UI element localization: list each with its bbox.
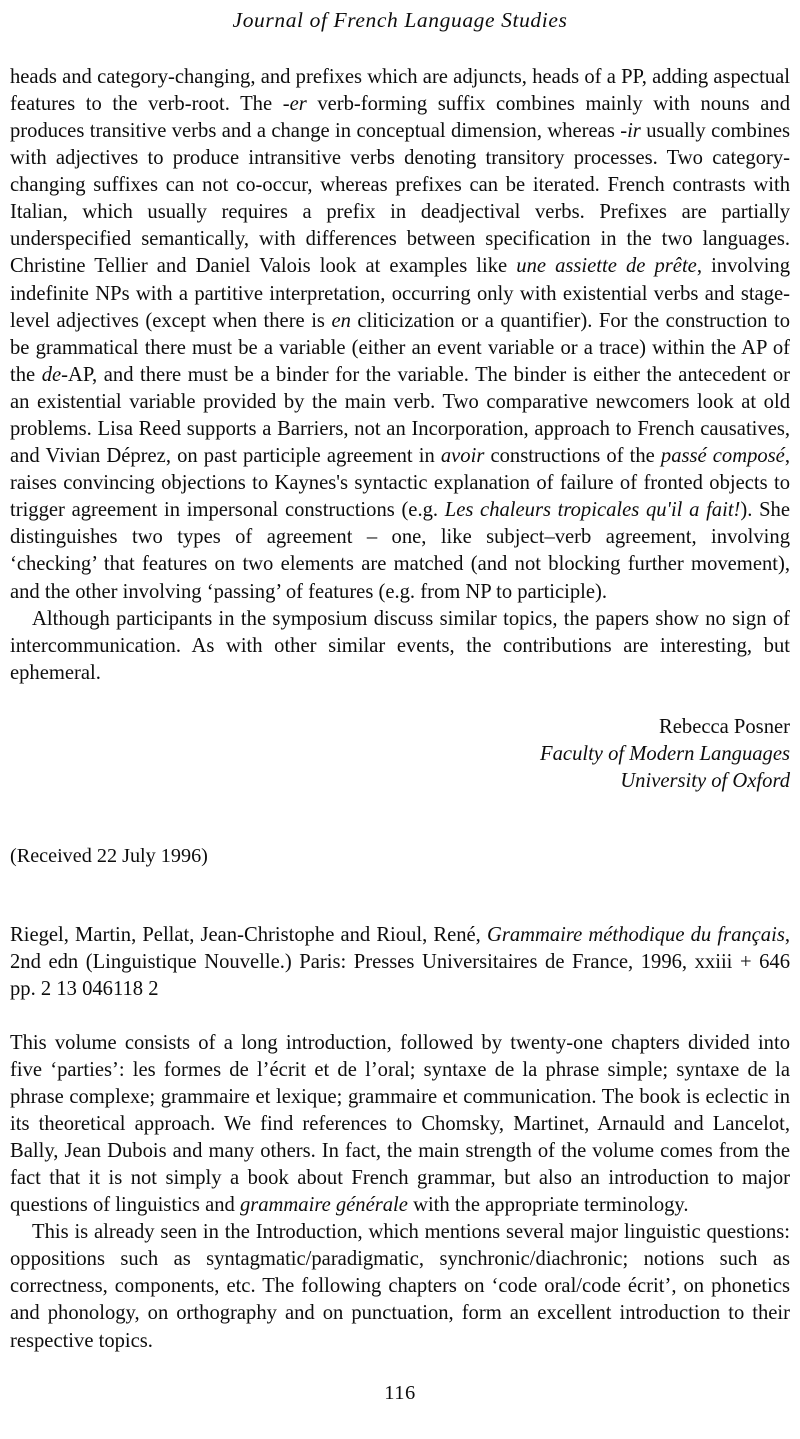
reviewer-affiliation-line-2: University of Oxford [620,770,790,793]
running-head: Journal of French Language Studies [232,8,568,32]
emphasis-span: -er [282,92,307,115]
emphasis-span: passé composé [660,445,785,468]
page-number: 116 [384,1382,416,1404]
emphasis-span: Les chaleurs tropicales qu'il a fait! [444,499,741,522]
emphasis-span: en [331,309,351,332]
volume-overview: This volume consists of a long introduction, followed by twenty-one chapters divided into five ‘parties’: les formes de l’écrit et de l’oral; syntaxe de la phrase simple; syntaxe de la phrase complexe; grammaire et lexique; grammaire et communication. The book is eclectic in its theoretical approach. We find references to Chomsky, Martinet, Arnauld and Lancelot, Bally, Jean Dubois and many others. In fact, the main strength of the volume comes from the fact that it is not simply a book about French grammar, but also an introduction to major questions of linguistics and grammaire générale with the appropriate terminology. [10,1031,790,1217]
reviewer-name: Rebecca Posner [659,715,790,738]
introduction-paragraph: This is already seen in the Introduction, which mentions several major linguistic questions: oppositions such as syntagmatic/paradigmatic, synchronic/diachronic; notions such as correctness, components, etc. The following chapters on ‘code oral/code écrit’, on phonetics and phonology, on orthography and on punctuation, form an excellent introduction to their respective topics. [10,1221,790,1352]
emphasis-span: Grammaire méthodique du français [486,924,785,947]
emphasis-span: -ir [620,119,641,142]
received-date-note: (Received 22 July 1996) [10,845,208,868]
review-one-paragraphs [10,64,790,687]
emphasis-span: une assiette de prête [516,255,697,278]
emphasis-span: avoir [440,445,485,468]
review-one-body [10,64,790,870]
review-one-signature [10,714,790,795]
continued-paragraph: heads and category-changing, and prefixes which are adjuncts, heads of a PP, adding aspectual features to the verb-root. The -er verb-forming suffix combines mainly with nouns and produces transitive verbs and a change in conceptual dimension, whereas -ir usually combines with adjectives to produce intransitive verbs denoting transitory processes. Two category-changing suffixes can not co-occur, whereas prefixes can be iterated. French contrasts with Italian, which usually requires a prefix in deadjectival verbs. Prefixes are partially underspecified semantically, with differences between specification in the two languages. Christine Tellier and Daniel Valois look at examples like une assiette de prête, involving indefinite NPs with a partitive interpretation, occurring only with existential verbs and stage-level adjectives (except when there is en cliticization or a quantifier). For the construction to be grammatical there must be a variable (either an event variable or a trace) within the AP of the de-AP, and there must be a binder for the variable. The binder is either the antecedent or an existential variable provided by the main verb. Two comparative newcomers look at old problems. Lisa Reed supports a Barriers, not an Incorporation, approach to French causatives, and Vivian Déprez, on past participle agreement in avoir constructions of the passé composé, raises convincing objections to Kaynes's syntactic explanation of failure of fronted objects to trigger agreement in impersonal constructions (e.g. Les chaleurs tropicales qu'il a fait!). She distinguishes two types of agreement – one, like subject–verb agreement, involving ‘checking’ that features on two elements are matched (and not blocking further movement), and the other involving ‘passing’ of features (e.g. from NP to participle). [10,65,791,603]
emphasis-span: de [41,363,62,386]
emphasis-span: grammaire générale [239,1194,408,1217]
reviewer-affiliation-line-1: Faculty of Modern Languages [540,743,790,766]
journal-page [0,8,800,1439]
closing-paragraph: Although participants in the symposium discuss similar topics, the papers show no sign of intercommunication. As with other similar events, the contributions are interesting, but ephemeral. [10,607,790,684]
review-two-body [10,1030,790,1355]
review-two-citation: Riegel, Martin, Pellat, Jean-Christophe and Rioul, René, Grammaire méthodique du français, 2nd edn (Linguistique Nouvelle.) Paris: Presses Universitaires de France, 1996, xxiii + 646 pp. 2 13 046118 2 [10,924,790,1001]
